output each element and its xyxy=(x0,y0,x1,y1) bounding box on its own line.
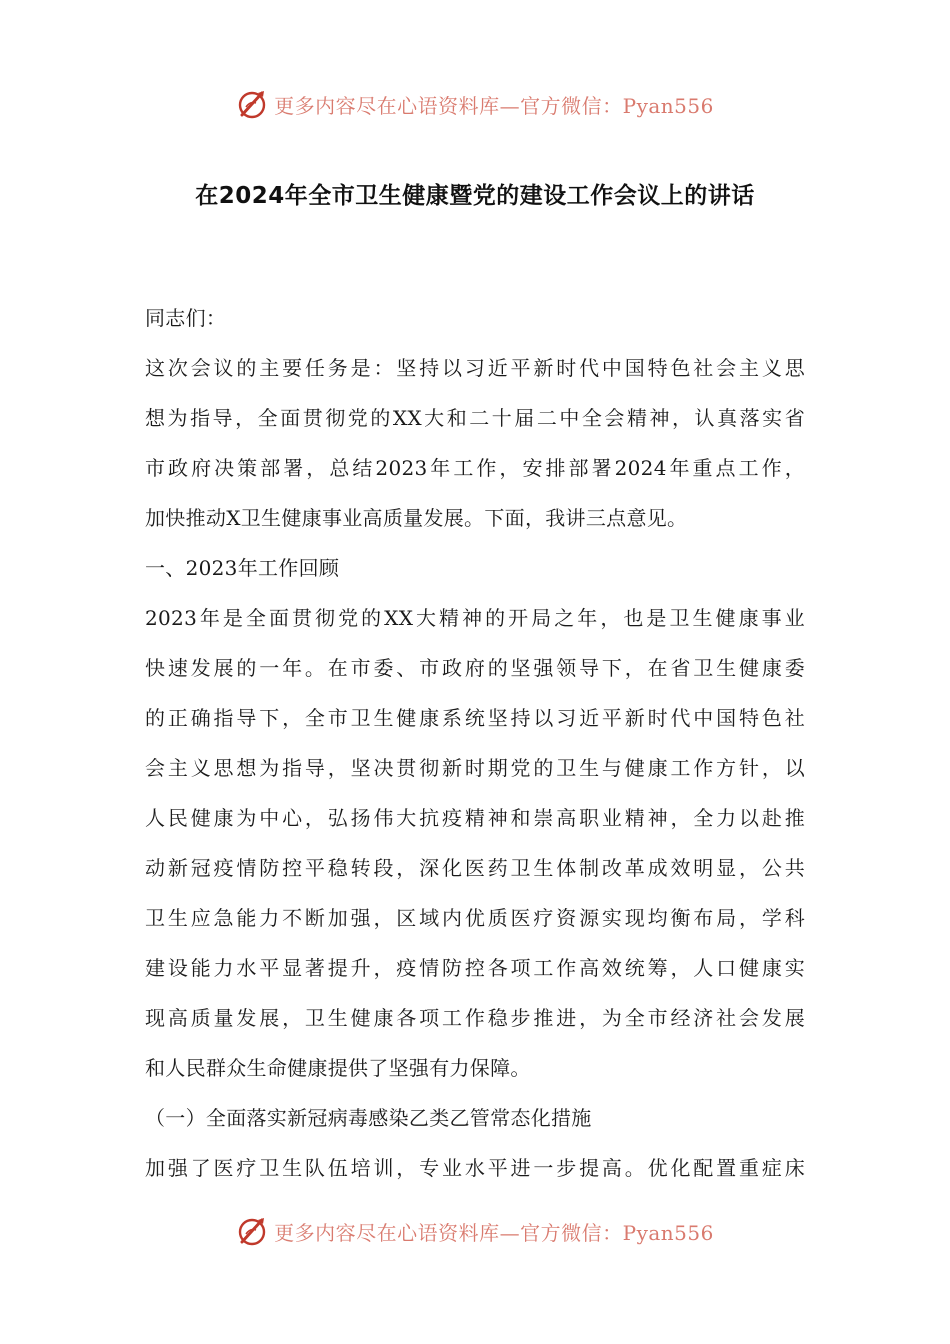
subsection-heading: （一）全面落实新冠病毒感染乙类乙管常态化措施 xyxy=(145,1106,592,1130)
body-line: 加快推动X卫生健康事业高质量发展。下面，我讲三点意见。 xyxy=(145,506,688,530)
pen-circle-logo-icon xyxy=(236,87,270,121)
body-line: 动新冠疫情防控平稳转段，深化医药卫生体制改革成效明显，公共 xyxy=(145,856,805,880)
section-heading: 一、2023年工作回顾 xyxy=(145,556,340,580)
salutation: 同志们： xyxy=(145,306,227,330)
body-line: 的正确指导下，全市卫生健康系统坚持以习近平新时代中国特色社 xyxy=(145,706,805,730)
body-line: 想为指导，全面贯彻党的XX大和二十届二中全会精神，认真落实省 xyxy=(145,406,805,430)
pen-circle-logo-icon xyxy=(236,1214,270,1248)
document-title: 在2024年全市卫生健康暨党的建设工作会议上的讲话 xyxy=(195,183,755,209)
watermark-text: 更多内容尽在心语资料库—官方微信：Pyan556 xyxy=(274,1220,714,1245)
body-line: 建设能力水平显著提升，疫情防控各项工作高效统筹，人口健康实 xyxy=(145,956,805,980)
body-line: 市政府决策部署，总结2023年工作，安排部署2024年重点工作， xyxy=(145,456,805,480)
body-line: 会主义思想为指导，坚决贯彻新时期党的卫生与健康工作方针，以 xyxy=(145,756,805,780)
body-line: 这次会议的主要任务是：坚持以习近平新时代中国特色社会主义思 xyxy=(145,356,805,380)
body-line: 人民健康为中心，弘扬伟大抗疫精神和崇高职业精神，全力以赴推 xyxy=(145,806,805,830)
body-line: 现高质量发展，卫生健康各项工作稳步推进，为全市经济社会发展 xyxy=(145,1006,805,1030)
body-line: 卫生应急能力不断加强，区域内优质医疗资源实现均衡布局，学科 xyxy=(145,906,805,930)
document-body xyxy=(145,302,805,1202)
body-line: 和人民群众生命健康提供了坚强有力保障。 xyxy=(145,1056,531,1080)
body-line: 快速发展的一年。在市委、市政府的坚强领导下，在省卫生健康委 xyxy=(145,656,805,680)
watermark-banner-bottom xyxy=(0,1211,950,1251)
watermark-banner-top xyxy=(0,84,950,124)
body-line: 加强了医疗卫生队伍培训，专业水平进一步提高。优化配置重症床 xyxy=(145,1156,805,1180)
body-line: 2023年是全面贯彻党的XX大精神的开局之年，也是卫生健康事业 xyxy=(145,606,805,630)
watermark-text: 更多内容尽在心语资料库—官方微信：Pyan556 xyxy=(274,93,714,118)
